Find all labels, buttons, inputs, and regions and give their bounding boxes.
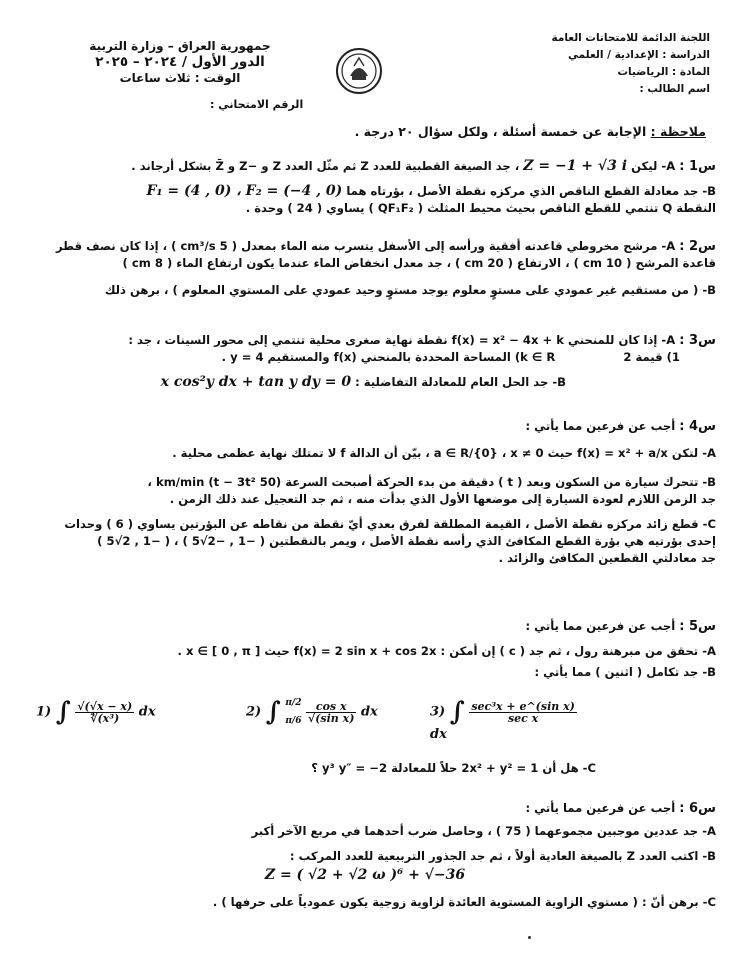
q3-a-item2: 2) المساحة المحددة بالمنحني f(x) والمستقيم y = 4 . [221, 350, 632, 364]
q4-b-line2: جد الزمن اللازم لعودة السيارة إلى موضعها الأول الذي بدأت منه ، ثم جد التعجيل عند ذلك الزمن . [169, 492, 716, 506]
q2-part-a [14, 238, 716, 255]
integral-3-numerator: sec³x + e^(sin x) [471, 699, 575, 713]
q1-b-line1: B- جد معادلة القطع الناقص الذي مركزه نقطة الأصل ، بؤرتاه هما [346, 184, 716, 198]
q5-b-line: B- جد تكامل ( اثنين ) مما يأتي : [534, 665, 716, 679]
q6-intro-line [14, 800, 716, 817]
q2-a-line2: قاعدة المرشح ( 10 cm ) ، الارتفاع ( 20 cm ) ، جد معدل انخفاض الماء عندما يكون ارتفاع الماء ( 8 cm ) [122, 256, 716, 270]
q1-part-a [14, 158, 716, 175]
q3-part-b [14, 374, 716, 391]
page-dot-mark [528, 936, 531, 939]
integral-2-upper: π/2 [285, 698, 302, 708]
q1-b-line2: النقطة Q تنتمي للقطع الناقص بحيث محيط المثلث ( QF₁F₂ ) يساوي ( 24 ) وحدة . [245, 201, 716, 215]
q6-c-line: C- برهن أنّ : ( مستوي الزاوية المستوية العائدة لزاوية زوجية يكون عمودياً على حرفها ) . [212, 895, 716, 909]
question-2 [14, 238, 716, 299]
integral-1-fraction [75, 701, 134, 724]
round-line: الدور الأول / ٢٠٢٤ – ٢٠٢٥ [95, 54, 265, 70]
integral-3-fraction [469, 701, 577, 724]
integral-2-fraction [306, 701, 356, 724]
student-name-line: اسم الطالب : [639, 83, 710, 95]
q1-a-math: Z = −1 + √3 i [523, 158, 628, 174]
ministry-emblem-icon [334, 46, 384, 96]
q6-b-line: B- اكتب العدد Z بالصيغة العادية أولاً ، ثم جد الجذور التربيعية للعدد المركب : [289, 849, 716, 863]
q1-b-math: F₁ = (4 , 0) ، F₂ = (−4 , 0) [146, 183, 343, 199]
header-info-block [480, 30, 710, 98]
question-4 [14, 418, 716, 567]
integral-1: 1) ∫ $\frac{√(√x - x)}{\text{∜(x³)}}$ dx [36, 697, 156, 727]
q4-number: س4 : [679, 419, 716, 434]
q5-number: س5 : [679, 619, 716, 634]
q3-a-items [14, 349, 716, 366]
q3-part-a [14, 332, 716, 349]
study-line: الدراسة : الإعدادية / العلمي [568, 49, 710, 61]
q4-c-line2: إحدى بؤرتيه هي بؤرة القطع المكافئ الذي رأسه نقطة الأصل ، ويمر بالنقطتين ( −1 , −2√5 ) ، ( −1 , 2√5 ) [97, 534, 716, 548]
q5-integrals-row [20, 697, 580, 741]
q4-c-line3: جد معادلتي القطعين المكافئ والزائد . [498, 551, 716, 565]
q4-intro-line [14, 418, 716, 435]
integral-2: 2) ∫ π/2 π/6 $\frac{\text{cos x}}{\text{√(sin x)}}$ dx [246, 697, 378, 727]
q3-a-item1: 1) قيمة k ∈ R [520, 350, 680, 364]
integral-2-denominator: √(sin x) [308, 711, 355, 725]
q6-number: س6 : [679, 801, 716, 816]
q4-a-line: A- لتكن f(x) = x² + a/x حيث a ∈ R/{0} ، x ≠ 0 ، بيّن أن الدالة f لا تمتلك نهاية عظمى محلية . [172, 446, 716, 460]
q1-a-text: ، جد الصيغة القطبية للعدد Z ثم مثّل العدد Z و −Z و Z̄ بشكل أرجاند . [131, 159, 520, 173]
q5-part-c [14, 760, 716, 777]
q2-number: س2 : [679, 239, 716, 254]
q5-intro: أجب عن فرعين مما يأتي : [525, 619, 676, 633]
integral-3: 3) ∫ $\frac{\text{sec³x + e\textasciicircum{}(sin x)}}{\text{sec x}}$ dx [430, 697, 575, 742]
integral-2-lower: π/6 [285, 716, 302, 726]
integral-3-denominator: sec x [507, 711, 539, 725]
q4-intro: أجب عن فرعين مما يأتي : [525, 419, 676, 433]
integral-1-label: 1) [36, 704, 52, 720]
integral-2-limits [285, 698, 301, 726]
subject-line: المادة : الرياضيات [617, 66, 710, 78]
note-label: ملاحظة : [650, 124, 706, 139]
question-3 [14, 332, 716, 391]
q5-c-line: C- هل أن 2x² + y² = 1 حلاً للمعادلة y³ y″ = −2 ؟ [311, 761, 596, 775]
integral-3-dx: dx [430, 727, 447, 742]
q2-a-line1: A- مرشح مخروطي قاعدته أفقية ورأسه إلى الأسفل يتسرب منه الماء بمعدل ( 5 cm³/s ) ، إذا كان نصف قطر [55, 239, 676, 253]
note-text: الإجابة عن خمسة أسئلة ، ولكل سؤال ٢٠ درجة . [354, 124, 647, 139]
q1-part-b [14, 183, 716, 200]
question-5 [14, 618, 716, 681]
q3-a-line1: A- إذا كان للمنحني f(x) = x² − 4x + k نقطة نهاية صغرى محلية تنتمي إلى محور السينات ، جد : [128, 333, 676, 347]
q6-b-math-line [14, 867, 716, 884]
committee-line: اللجنة الدائمة للامتحانات العامة [551, 32, 710, 44]
time-line: الوقت : ثلاث ساعات [119, 71, 241, 85]
integral-1-numerator: √(√x − x) [77, 699, 133, 713]
q5-intro-line [14, 618, 716, 635]
q1-a-prefix: A- ليكن [631, 159, 676, 173]
instructions-note [186, 124, 706, 139]
question-1 [14, 158, 716, 217]
q5-a-line: A- تحقق من مبرهنة رول ، ثم جد ( c ) إن أمكن : f(x) = 2 sin x + cos 2x حيث x ∈ [ 0 , π ] . [177, 644, 716, 658]
q1-number: س1 : [679, 159, 716, 174]
q2-b-line: B- ( من مستقيم غير عمودي على مستوٍ معلوم يوجد مستوٍ وحيد عمودي على المستوي المعلوم ) ، برهن ذلك [104, 283, 716, 297]
q4-b-line1: B- تتحرك سيارة من السكون وبعد ( t ) دقيقة من بدء الحركة أصبحت السرعة (50 t − 3t²) km/min ، [147, 475, 716, 489]
question-6 [14, 800, 716, 911]
exam-number-label: الرقم الامتحاني : [210, 98, 304, 111]
q3-b-line: B- جد الحل العام للمعادلة التفاضلية : [355, 375, 566, 389]
header-ministry-block [60, 38, 300, 86]
integral-2-dx: dx [360, 704, 378, 720]
integral-1-dx: dx [138, 704, 156, 720]
q6-intro: أجب عن فرعين مما يأتي : [525, 801, 676, 815]
q3-number: س3 : [679, 333, 716, 348]
q6-b-math: Z = ( √2 + √2 ω )⁶ + √−36 [264, 867, 466, 883]
integral-2-label: 2) [246, 704, 262, 720]
integral-2-numerator: cos x [306, 701, 356, 713]
republic-line: جمهورية العراق – وزارة التربية [89, 39, 271, 53]
q3-b-math: x cos²y dx + tan y dy = 0 [160, 374, 352, 390]
q6-a-line: A- جد عددين موجبين مجموعهما ( 75 ) ، وحاصل ضرب أحدهما في مربع الآخر أكبر [251, 824, 716, 838]
integral-1-denominator: ∜(x³) [90, 711, 120, 725]
q4-c-line1: C- قطع زائد مركزه نقطة الأصل ، القيمة المطلقة لفرق بعدي أيّ نقطة من نقاطه عن البؤرتين يساوي ( 6 ) وحدات [64, 517, 716, 531]
integral-3-label: 3) [430, 704, 446, 720]
